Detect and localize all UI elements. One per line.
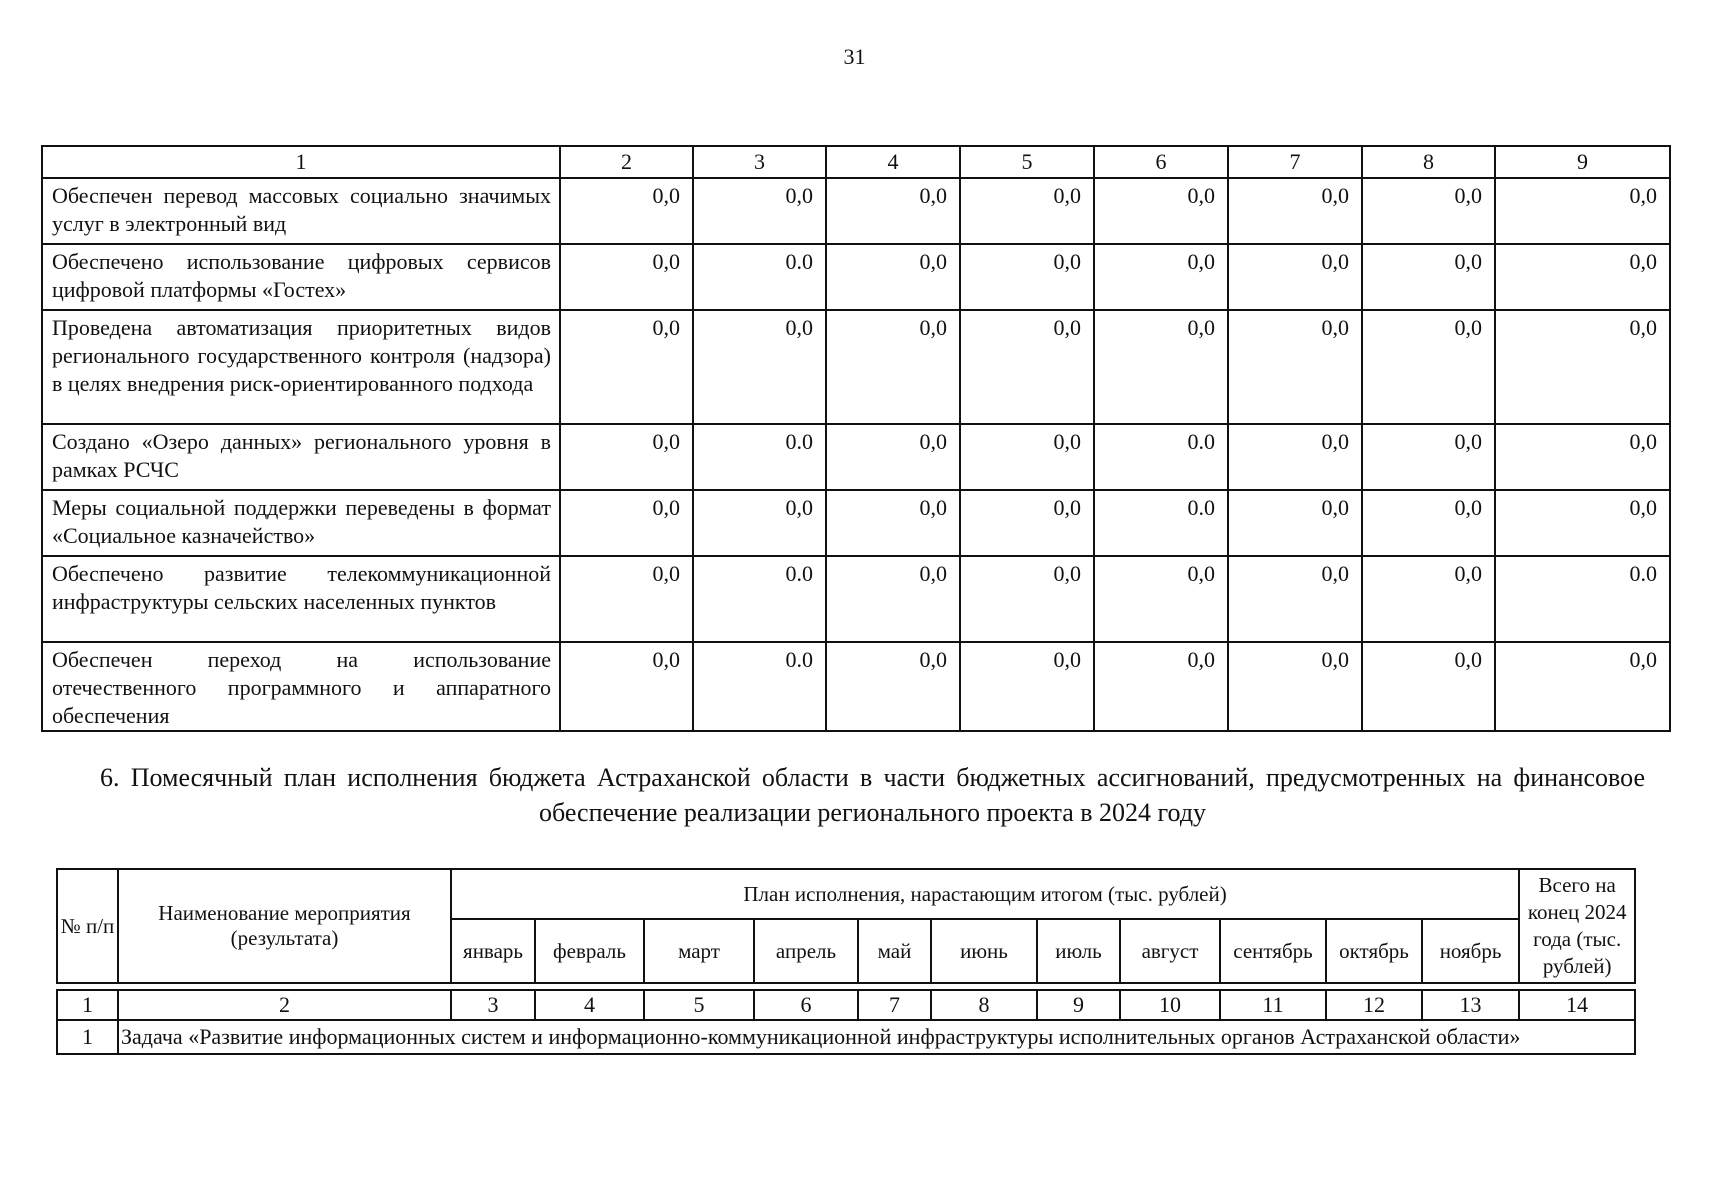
value-cell: 0,0	[1495, 310, 1670, 424]
column-number: 1	[42, 146, 560, 178]
value-cell: 0,0	[560, 310, 693, 424]
column-number: 3	[451, 990, 535, 1020]
column-number: 8	[1362, 146, 1495, 178]
column-number: 8	[931, 990, 1037, 1020]
column-number: 10	[1120, 990, 1220, 1020]
col-total-header: Всего на конец 2024 года (тыс. рублей)	[1519, 869, 1635, 983]
month-header: май	[858, 919, 931, 983]
value-cell: 0,0	[826, 178, 960, 244]
value-cell: 0,0	[1495, 490, 1670, 556]
table-row	[42, 424, 1670, 490]
column-number: 5	[644, 990, 754, 1020]
month-header: октябрь	[1326, 919, 1422, 983]
month-header: март	[644, 919, 754, 983]
value-cell: 0,0	[1362, 490, 1495, 556]
table-row	[42, 490, 1670, 556]
value-cell: 0,0	[1094, 178, 1228, 244]
task-number: 1	[57, 1020, 118, 1054]
value-cell: 0.0	[693, 424, 826, 490]
value-cell: 0,0	[826, 244, 960, 310]
value-cell: 0,0	[960, 556, 1094, 642]
value-cell: 0,0	[560, 178, 693, 244]
column-number: 6	[754, 990, 858, 1020]
value-cell: 0,0	[826, 310, 960, 424]
month-header: февраль	[535, 919, 644, 983]
value-cell: 0,0	[1228, 244, 1362, 310]
table-row	[42, 178, 1670, 244]
value-cell: 0,0	[693, 490, 826, 556]
table-row	[42, 642, 1670, 731]
value-cell: 0,0	[1094, 642, 1228, 731]
result-name: Обеспечено использование цифровых сервисов цифровой платформы «Гостех»	[42, 244, 560, 310]
value-cell: 0,0	[826, 424, 960, 490]
value-cell: 0,0	[1495, 424, 1670, 490]
table-row	[42, 556, 1670, 642]
value-cell: 0,0	[826, 642, 960, 731]
result-name: Обеспечен переход на использование отечественного программного и аппаратного обеспечения	[42, 642, 560, 731]
section-heading: 6. Помесячный план исполнения бюджета Астраханской области в части бюджетных ассигнований, предусмотренных на финансовое обеспечение реализации регионального проекта в 2024 году	[100, 763, 1645, 827]
month-header: сентябрь	[1220, 919, 1326, 983]
value-cell: 0.0	[693, 244, 826, 310]
task-row	[57, 1020, 1635, 1054]
monthly-plan-header-table	[56, 868, 1636, 984]
column-number: 5	[960, 146, 1094, 178]
column-number: 3	[693, 146, 826, 178]
column-number: 6	[1094, 146, 1228, 178]
column-number: 7	[1228, 146, 1362, 178]
value-cell: 0,0	[1228, 424, 1362, 490]
result-name: Проведена автоматизация приоритетных видов регионального государственного контроля (надзора) в целях внедрения риск-ориентированного подхода	[42, 310, 560, 424]
col-name-header: Наименование мероприятия (результата)	[118, 869, 451, 983]
value-cell: 0,0	[1495, 178, 1670, 244]
value-cell: 0.0	[1094, 490, 1228, 556]
value-cell: 0,0	[960, 490, 1094, 556]
column-numbers-row	[57, 990, 1635, 1020]
column-number: 11	[1220, 990, 1326, 1020]
column-number: 14	[1519, 990, 1635, 1020]
table-header-row	[42, 146, 1670, 178]
value-cell: 0,0	[1094, 244, 1228, 310]
column-number: 9	[1037, 990, 1120, 1020]
value-cell: 0,0	[960, 178, 1094, 244]
value-cell: 0.0	[1495, 556, 1670, 642]
value-cell: 0,0	[1495, 244, 1670, 310]
value-cell: 0,0	[960, 642, 1094, 731]
value-cell: 0,0	[1094, 310, 1228, 424]
result-name: Меры социальной поддержки переведены в формат «Социальное казначейство»	[42, 490, 560, 556]
value-cell: 0,0	[960, 244, 1094, 310]
value-cell: 0.0	[693, 556, 826, 642]
column-number: 1	[57, 990, 118, 1020]
column-number: 12	[1326, 990, 1422, 1020]
month-header: апрель	[754, 919, 858, 983]
month-header: ноябрь	[1422, 919, 1519, 983]
task-text: Задача «Развитие информационных систем и информационно-коммуникационной инфраструктуры исполнительных органов Астраханской области»	[118, 1020, 1635, 1054]
column-number: 7	[858, 990, 931, 1020]
column-number: 13	[1422, 990, 1519, 1020]
month-header: июль	[1037, 919, 1120, 983]
value-cell: 0,0	[1094, 556, 1228, 642]
table-row	[42, 310, 1670, 424]
column-number: 2	[560, 146, 693, 178]
value-cell: 0,0	[826, 556, 960, 642]
result-name: Обеспечен перевод массовых социально значимых услуг в электронный вид	[42, 178, 560, 244]
month-header: август	[1120, 919, 1220, 983]
month-header: июнь	[931, 919, 1037, 983]
value-cell: 0,0	[1362, 424, 1495, 490]
value-cell: 0,0	[560, 490, 693, 556]
value-cell: 0,0	[1228, 556, 1362, 642]
value-cell: 0,0	[960, 310, 1094, 424]
value-cell: 0,0	[1228, 178, 1362, 244]
col-number-header: № п/п	[57, 869, 118, 983]
value-cell: 0,0	[1228, 310, 1362, 424]
value-cell: 0,0	[1495, 642, 1670, 731]
value-cell: 0,0	[560, 244, 693, 310]
value-cell: 0,0	[1362, 556, 1495, 642]
monthly-plan-body-table	[56, 989, 1636, 1055]
col-plan-header: План исполнения, нарастающим итогом (тыс. рублей)	[451, 869, 1519, 919]
column-number: 4	[535, 990, 644, 1020]
value-cell: 0,0	[1228, 642, 1362, 731]
column-number: 4	[826, 146, 960, 178]
column-number: 9	[1495, 146, 1670, 178]
value-cell: 0.0	[693, 642, 826, 731]
result-name: Обеспечено развитие телекоммуникационной инфраструктуры сельских населенных пунктов	[42, 556, 560, 642]
value-cell: 0,0	[960, 424, 1094, 490]
value-cell: 0,0	[560, 642, 693, 731]
value-cell: 0,0	[1362, 642, 1495, 731]
value-cell: 0,0	[1362, 244, 1495, 310]
value-cell: 0.0	[1094, 424, 1228, 490]
value-cell: 0,0	[560, 424, 693, 490]
results-table	[41, 145, 1671, 732]
table-row	[42, 244, 1670, 310]
value-cell: 0,0	[826, 490, 960, 556]
value-cell: 0,0	[1362, 310, 1495, 424]
value-cell: 0,0	[560, 556, 693, 642]
value-cell: 0,0	[1362, 178, 1495, 244]
value-cell: 0,0	[693, 178, 826, 244]
month-header: январь	[451, 919, 535, 983]
value-cell: 0,0	[1228, 490, 1362, 556]
result-name: Создано «Озеро данных» регионального уровня в рамках РСЧС	[42, 424, 560, 490]
value-cell: 0,0	[693, 310, 826, 424]
page-number: 31	[843, 44, 866, 69]
column-number: 2	[118, 990, 451, 1020]
